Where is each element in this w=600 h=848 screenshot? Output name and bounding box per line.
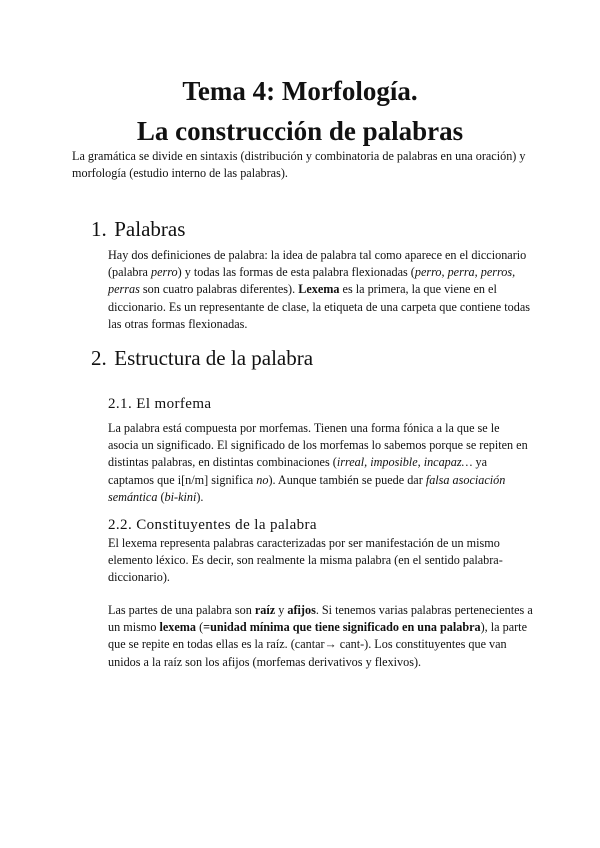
subsection-2-2-paragraph-1: El lexema representa palabras caracterizadas por ser manifestación de un mismo elemento léxico. Es decir, son realmente la misma palabra (en el sentido palabra-diccionario). xyxy=(108,536,503,585)
title-line-1: Tema 4: Morfología. xyxy=(182,76,418,106)
text-run: La palabra está compuesta por morfemas. Tienen una forma fónica a la que se le asocia un significado. El significado de los morfemas lo sabemos porque se repiten en distintas palabras, en distintas combinaciones ( xyxy=(108,421,528,470)
bold-text: lexema xyxy=(159,620,197,635)
text-run: son cuatro palabras diferentes). xyxy=(139,282,299,297)
subsection-2-1-paragraph xyxy=(108,420,533,506)
bold-text: Lexema xyxy=(298,282,340,297)
title-line-2: La construcción de palabras xyxy=(136,116,464,146)
text-run: ( xyxy=(196,620,204,635)
italic-text: irreal, imposible, incapaz… xyxy=(336,455,473,470)
text-run: ( xyxy=(157,489,165,504)
section-1-title: Palabras xyxy=(114,217,186,241)
text-run: ). Aunque también se puede dar xyxy=(268,472,426,487)
subsection-2-2-heading: 2.2. Constituyentes de la palabra xyxy=(108,517,317,533)
italic-text: perro xyxy=(150,265,178,280)
section-2-title: Estructura de la palabra xyxy=(114,346,314,370)
text-run: . Si tenemos varias palabras pertenecientes a un mismo xyxy=(108,603,533,635)
section-1-number: 1. xyxy=(91,217,107,241)
italic-text: no xyxy=(256,472,269,487)
text-run: y xyxy=(275,603,288,617)
bold-text: raíz xyxy=(254,603,276,617)
text-run: ). xyxy=(196,489,204,504)
italic-text: perro, perra, perros, perras xyxy=(108,265,516,297)
italic-text: bi-kini xyxy=(164,489,197,504)
text-run: ya captamos que i[n/m] significa xyxy=(108,455,488,487)
text-run: es la primera, la que viene en el diccionario. Es un representante de clase, la etiqueta de una carpeta que contiene todas las otras formas flexionadas. xyxy=(108,282,530,331)
text-run: Hay dos definiciones de palabra: la idea de palabra tal como aparece en el diccionario (palabra xyxy=(108,248,527,280)
bold-text: =unidad mínima que tiene significado en una palabra xyxy=(203,620,481,635)
text-run: Las partes de una palabra son xyxy=(108,603,255,617)
section-1-heading xyxy=(91,216,185,242)
bold-text: afijos xyxy=(287,603,316,617)
text-run: ) y todas las formas de esta palabra flexionadas ( xyxy=(177,265,415,280)
section-2-number: 2. xyxy=(91,346,107,370)
intro-paragraph: La gramática se divide en sintaxis (distribución y combinatoria de palabras en una oración) y morfología (estudio interno de las palabras). xyxy=(72,149,526,180)
text-run: ), la parte que se repite en todas ellas es la raíz. (cantar→ cant-). Los constituyentes que van unidos a la raíz son los afijos (morfemas derivativos y flexivos). xyxy=(108,620,527,669)
section-2-heading xyxy=(91,345,313,371)
italic-text: falsa asociación semántica xyxy=(108,472,506,504)
subsection-2-2-paragraph-2 xyxy=(108,602,533,671)
subsection-2-1-heading: 2.1. El morfema xyxy=(108,396,212,412)
section-1-paragraph xyxy=(108,247,533,333)
